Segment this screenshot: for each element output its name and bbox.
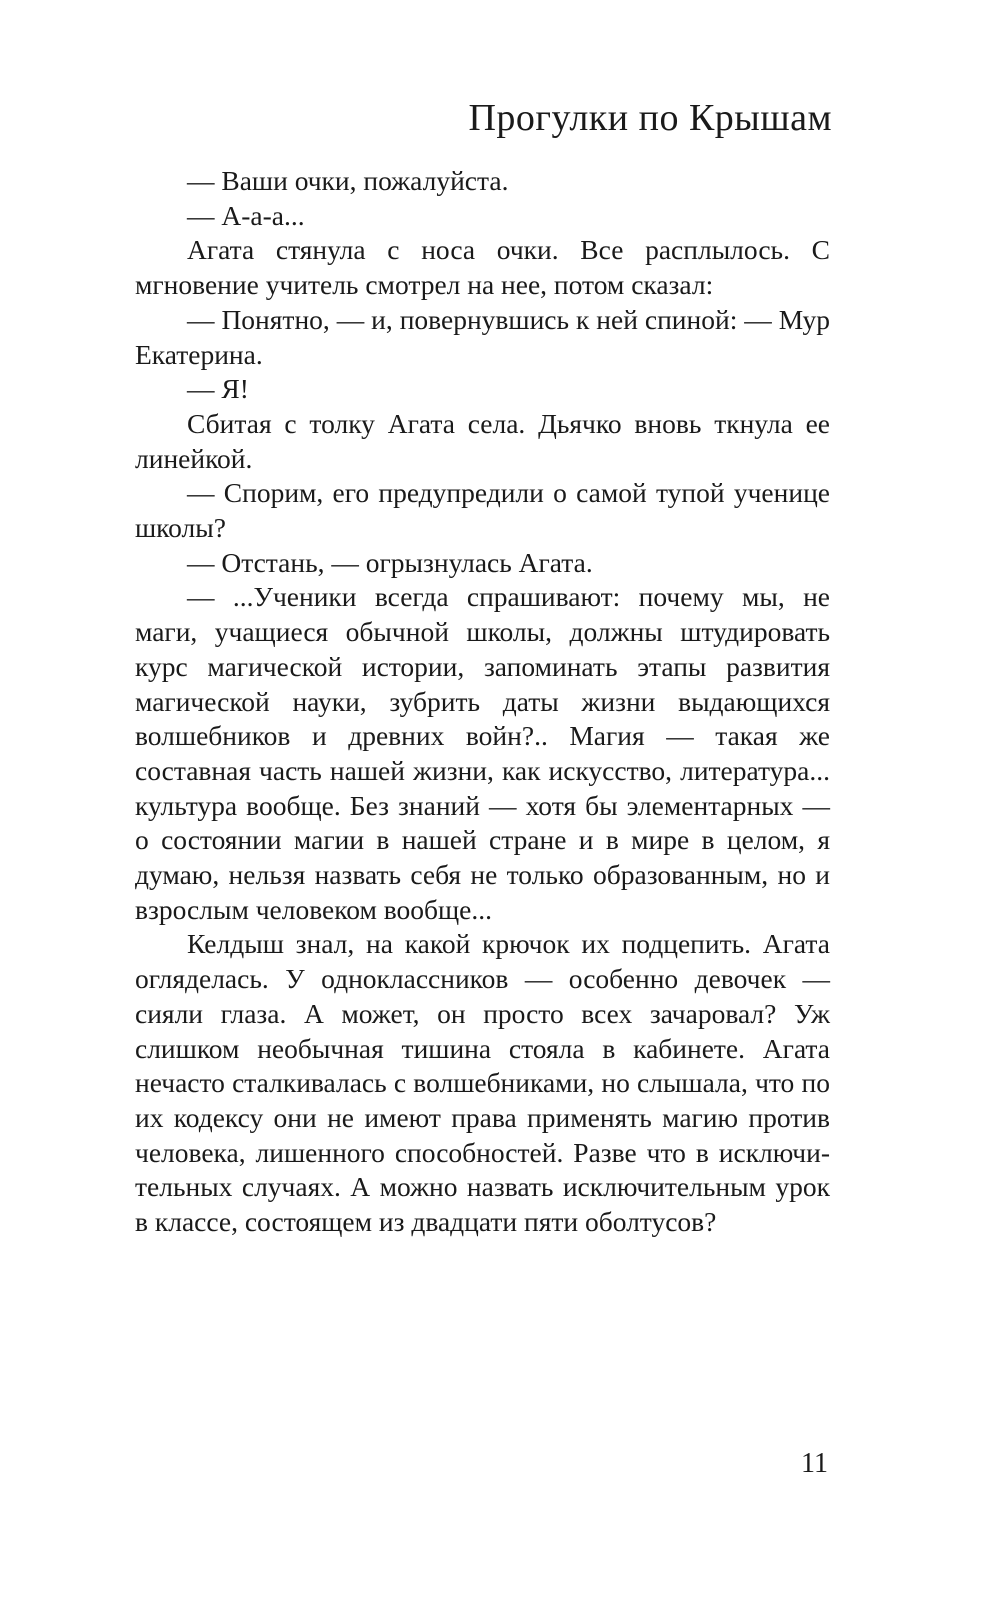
paragraph: Сбитая с толку Агата села. Дьячко вновь ткнула ее линейкой. (135, 407, 830, 474)
page-number: 11 (801, 1448, 828, 1479)
paragraph: Агата стянула с носа очки. Все расплылось. С мгновение учитель смотрел на нее, потом сказал: (135, 234, 830, 301)
paragraph: — ...Ученики всегда спрашивают: почему мы, не маги, учащиеся обычной школы, должны штудировать курс магической истории, запоминать этапы развития магической науки, зубрить даты жизни выдающихся волшебников и древних войн?.. Магия — такая же составная часть нашей жизни, как искусство, литература... культура вообще. Без знаний — хотя бы элементарных — о состоянии магии в нашей стране и в мире в целом, я думаю, нельзя назвать себя не только образованным, но и взрослым человеком вообще... (135, 581, 830, 925)
paragraph: — Отстань, — огрызнулась Агата. (187, 546, 593, 578)
paragraph: — Спорим, его предупредили о самой тупой ученице школы? (135, 477, 830, 544)
running-head-title: Прогулки по Крышам (468, 97, 832, 139)
paragraph: Келдыш знал, на какой крючок их подцепить. Агата огляделась. У одноклассников — особенно девочек — сияли глаза. А может, он просто всех зачаровал? Уж слишком необычная тишина стояла в кабинете. Агата нечасто сталкивалась с волшебниками, но слышала, что по их кодексу они не имеют права применять магию против человека, лишенного способностей. Разве что в исключительных случаях. А можно назвать исключительным урок в классе, состоящем из двадцати пяти оболтусов? (135, 928, 830, 1238)
body-text (135, 164, 830, 1240)
paragraph: — А-а-а... (187, 199, 305, 231)
paragraph: — Ваши очки, пожалуйста. (187, 165, 509, 196)
paragraph: — Я! (187, 373, 249, 405)
paragraph: — Понятно, — и, повернувшись к ней спиной: — Мур Екатерина. (135, 303, 830, 370)
